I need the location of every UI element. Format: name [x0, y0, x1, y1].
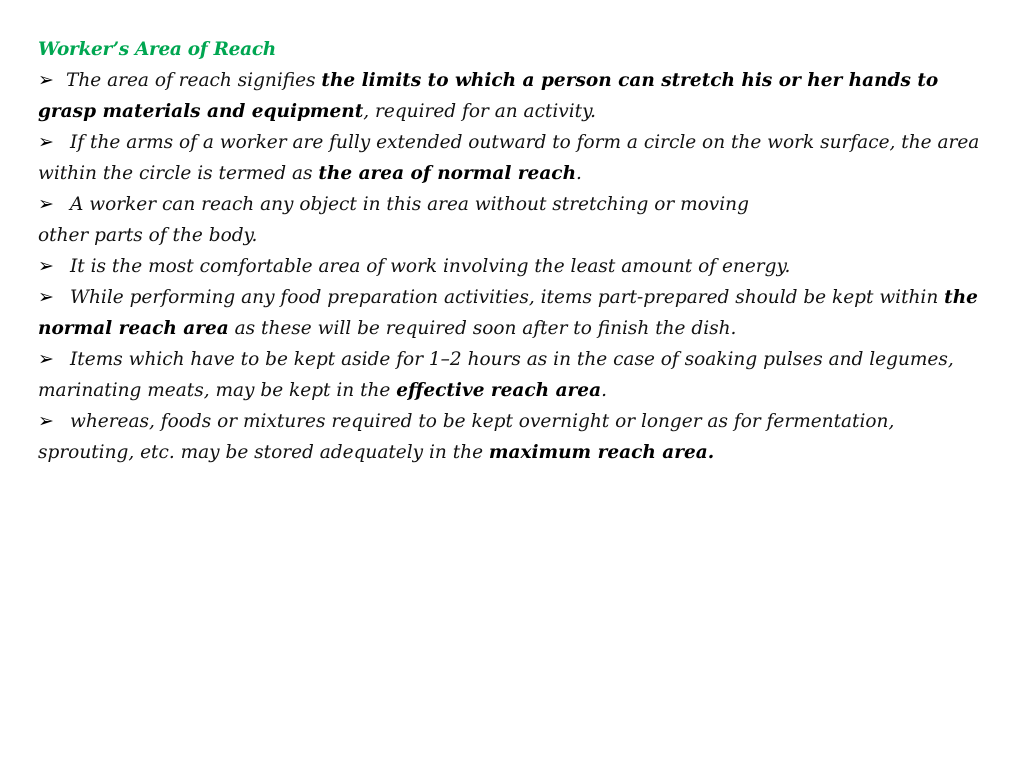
arrow-bullet-icon: ➢: [38, 410, 54, 432]
bullet-text: .: [601, 380, 607, 401]
bullet-comfortable-area: [38, 251, 988, 282]
bullet-emphasis: maximum reach area.: [488, 442, 715, 463]
slide-title: Worker’s Area of Reach: [38, 39, 276, 60]
bullet-normal-reach: [38, 127, 988, 189]
bullet-effective-reach: [38, 344, 988, 406]
bullet-emphasis: the normal reach area: [38, 287, 978, 339]
bullet-text: other parts of the body.: [38, 225, 258, 246]
bullet-emphasis: the limits to which a person can stretch his or her hands to grasp materials and equipment: [38, 70, 939, 122]
arrow-bullet-icon: ➢: [38, 69, 54, 91]
bullet-emphasis: the area of normal reach: [318, 163, 577, 184]
bullet-maximum-reach: [38, 406, 988, 468]
bullet-food-preparation: [38, 282, 988, 344]
bullet-text: Items which have to be kept aside for 1–2 hours as in the case of soaking pulses and legumes, marinating meats, may be kept in the: [38, 349, 954, 401]
bullet-text: whereas, foods or mixtures required to be kept overnight or longer as for fermentation, sprouting, etc. may be stored adequately in the: [38, 411, 895, 463]
bullet-text: If the arms of a worker are fully extended outward to form a circle on the work surface, the area within the circle is termed as: [38, 132, 980, 184]
bullet-text: .: [576, 163, 582, 184]
bullet-text: , required for an activity.: [363, 101, 596, 122]
bullet-text: The area of reach signifies: [66, 70, 322, 91]
arrow-bullet-icon: ➢: [38, 286, 54, 308]
bullet-area-of-reach: [38, 65, 988, 127]
arrow-bullet-icon: ➢: [38, 255, 54, 277]
arrow-bullet-icon: ➢: [38, 348, 54, 370]
bullet-text: It is the most comfortable area of work involving the least amount of energy.: [70, 256, 791, 277]
arrow-bullet-icon: ➢: [38, 193, 54, 215]
bullet-text: While performing any food preparation activities, items part-prepared should be kept within: [70, 287, 945, 308]
bullet-text: A worker can reach any object in this area without stretching or moving: [70, 194, 749, 215]
bullet-text: as these will be required soon after to finish the dish.: [228, 318, 737, 339]
slide-content: [38, 34, 988, 468]
bullet-emphasis: effective reach area: [396, 380, 602, 401]
arrow-bullet-icon: ➢: [38, 131, 54, 153]
bullet-reach-without-stretching: [38, 189, 988, 251]
